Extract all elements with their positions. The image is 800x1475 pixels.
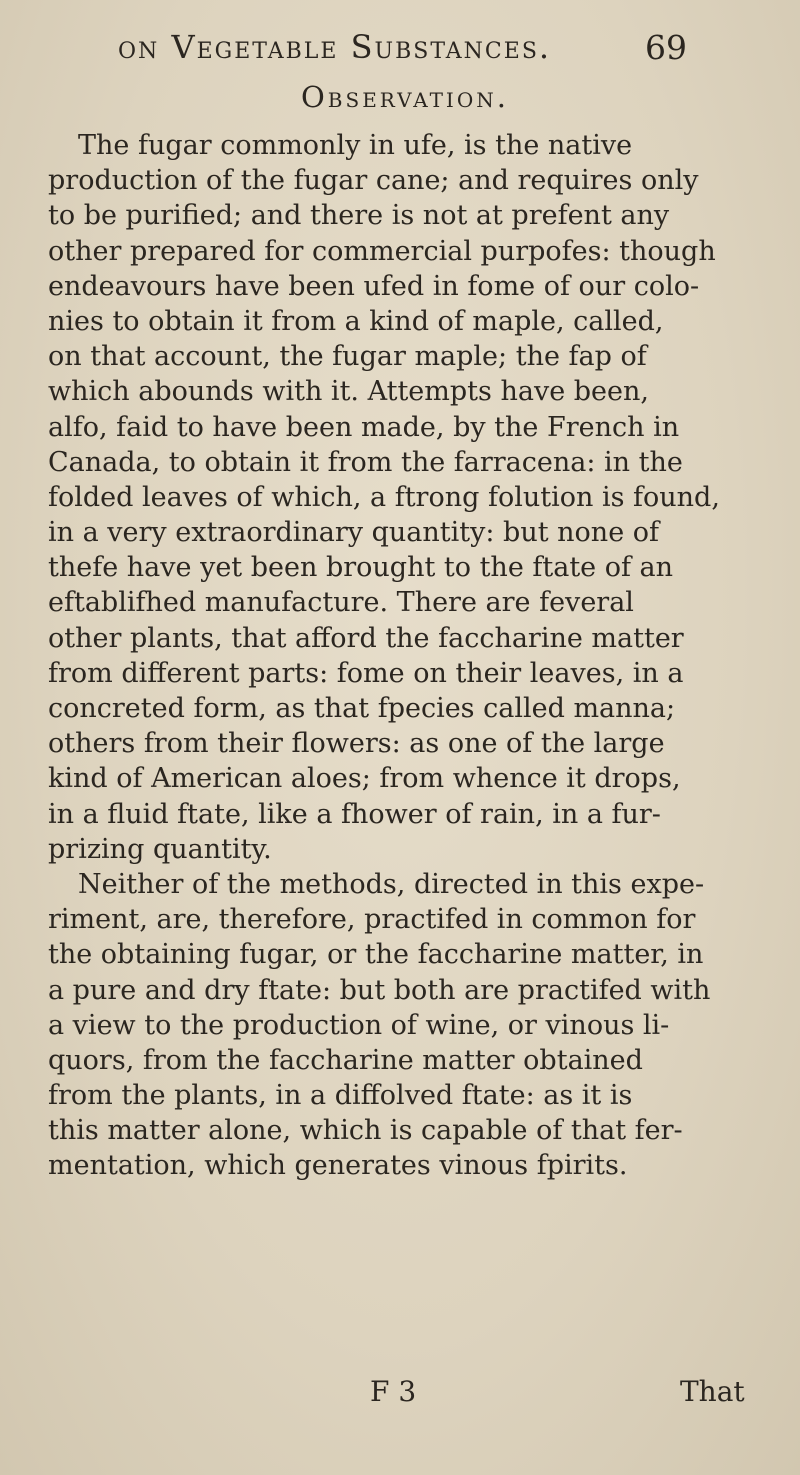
text-line: from different parts: fome on their leaves, in a <box>48 657 684 689</box>
text-line: from the plants, in a diffolved ftate: as it is <box>48 1080 633 1112</box>
catchline <box>0 1375 800 1415</box>
text-line: kind of American aloes; from whence it drops, <box>48 763 681 795</box>
section-heading: Observation. <box>301 80 509 114</box>
text-line: concreted form, as that fpecies called manna; <box>48 693 676 724</box>
text-line: thefe have yet been brought to the ftate of an <box>48 552 674 584</box>
body-text <box>48 128 738 1184</box>
signature-mark: F 3 <box>370 1375 417 1408</box>
text-line: other prepared for commercial purpofes: though <box>48 235 716 267</box>
text-line: The fugar commonly in ufe, is the native <box>78 130 633 161</box>
running-title: on Vegetable Substances. <box>118 28 552 66</box>
text-line: eftablifhed manufacture. There are feveral <box>48 587 634 619</box>
text-line: others from their flowers: as one of the large <box>48 728 665 760</box>
text-line: to be purified; and there is not at prefent any <box>48 200 670 232</box>
page-number: 69 <box>645 28 687 67</box>
text-line: folded leaves of which, a ftrong folution is found, <box>48 481 720 513</box>
text-line: prizing quantity. <box>48 833 272 865</box>
text-line: mentation, which generates vinous fpirits. <box>48 1150 628 1182</box>
text-line: riment, are, therefore, practifed in common for <box>48 904 696 936</box>
text-line: nies to obtain it from a kind of maple, called, <box>48 305 664 337</box>
text-line: Canada, to obtain it from the farracena: in the <box>48 446 683 478</box>
text-line: in a very extraordinary quantity: but none of <box>48 517 660 549</box>
text-line: Neither of the methods, directed in this expe- <box>78 868 705 900</box>
text-line: quors, from the faccharine matter obtained <box>48 1044 643 1076</box>
text-line: a view to the production of wine, or vinous li- <box>48 1009 670 1041</box>
text-line: on that account, the fugar maple; the fap of <box>48 341 647 373</box>
text-line: the obtaining fugar, or the faccharine matter, in <box>48 939 704 971</box>
text-line: alfo, faid to have been made, by the French in <box>48 411 680 443</box>
text-line: which abounds with it. Attempts have been, <box>48 376 649 408</box>
running-head <box>0 20 800 70</box>
text-line: production of the fugar cane; and requires only <box>48 165 699 197</box>
text-line: in a fluid ftate, like a fhower of rain, in a fur- <box>48 798 661 830</box>
text-line: endeavours have been ufed in fome of our colo- <box>48 270 700 302</box>
text-line: this matter alone, which is capable of that fer- <box>48 1115 683 1147</box>
text-line: other plants, that afford the faccharine matter <box>48 622 684 654</box>
catchword: That <box>680 1375 745 1408</box>
text-line: a pure and dry ftate: but both are practifed with <box>48 974 711 1006</box>
